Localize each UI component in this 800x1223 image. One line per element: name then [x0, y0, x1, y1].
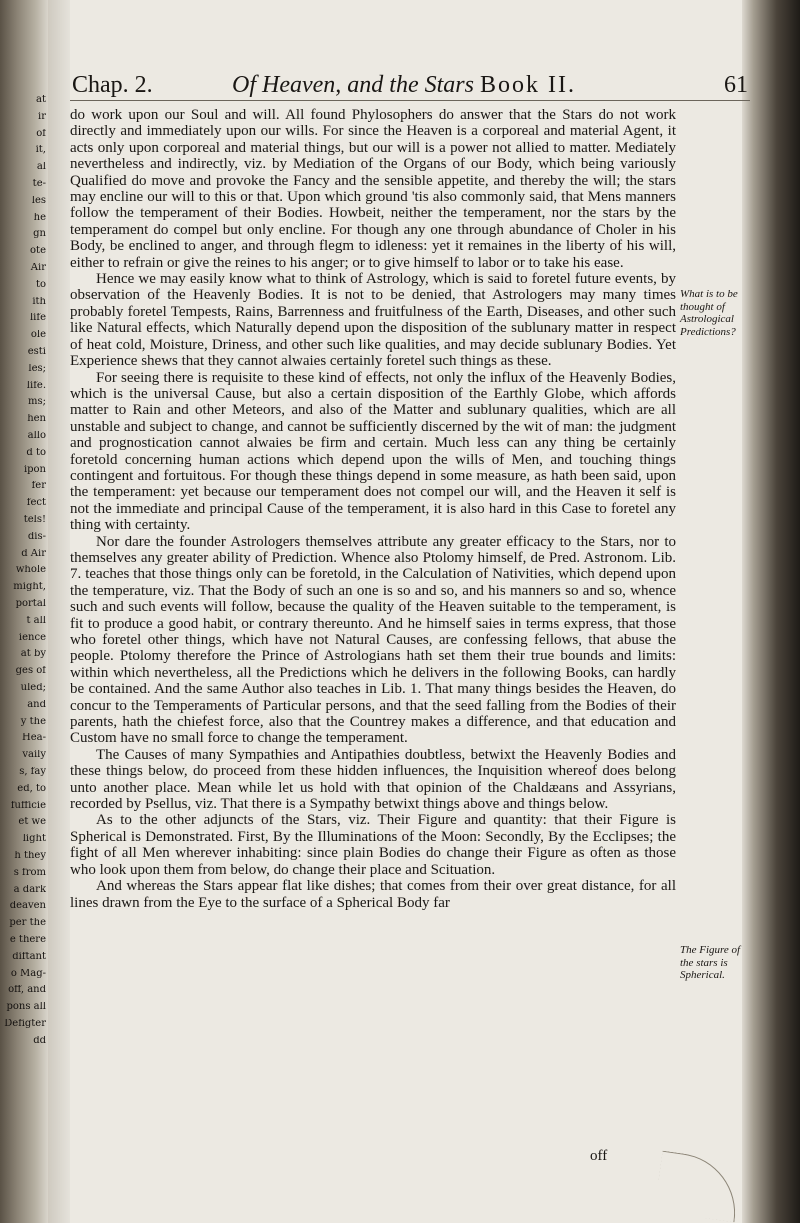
running-title: Of Heaven, and the Stars: [232, 72, 474, 98]
page-curl: [654, 1151, 743, 1223]
facing-page-fragment: ir: [38, 111, 46, 122]
facing-page-fragment: and: [27, 699, 46, 710]
facing-page-fragment: tels!: [23, 515, 46, 525]
running-header: [70, 70, 750, 101]
facing-page-fragment: les: [31, 195, 46, 206]
facing-page-fragment: of: [36, 128, 46, 139]
facing-page-fragment: ote: [30, 246, 46, 257]
facing-page-fragment: fect: [26, 498, 46, 509]
facing-page-fragment: al: [36, 162, 46, 173]
margin-note: What is to be thought of Astrological Predictions?: [680, 288, 738, 338]
facing-page-fragment: gn: [33, 229, 46, 240]
facing-page-fragment: s, fay: [19, 767, 46, 777]
body-text: [70, 107, 676, 911]
facing-page-fragment: h they: [14, 851, 46, 861]
facing-page-fragment: Hea-: [22, 733, 46, 744]
facing-page-fragment: s from: [13, 867, 46, 878]
facing-page-fragment: uled;: [20, 683, 46, 693]
facing-page-fragment: et we: [18, 817, 46, 828]
paragraph: do work upon our Soul and will. All found Phylosophers do answer that the Stars do not work directly and immediately upon our wills. For since the Heaven is a corporeal and material Agent, it acts only upon corporeal and material things, but our will is a power not allied to matter. Mediately nevertheless and indirectly, viz. by Mediation of the Organs of our Body, which being variously Qualified do move and provoke the Fancy and the sensible appetite, and thereby the will; the stars may encline our will to this or that. Upon which ground 'tis also commonly said, that Mens manners follow the temperament of their Bodies. Howbeit, neither the temperament, nor the stars by the temperament do compel but only encline. For though any one through abundance of Choler in his Body, be enclined to anger, and through flegm to idleness: yet it remaines in the liberty of his will, either to refrain or give the reines to his anger; or to give himself to labor or to take his ease.: [70, 107, 676, 271]
facing-page-fragment: a dark: [13, 884, 46, 895]
facing-page-fragment: allo: [27, 431, 46, 441]
chapter-label: Chap. 2.: [72, 72, 153, 98]
book-gutter: [48, 0, 70, 1223]
facing-page-fragment: t all: [26, 615, 46, 626]
paragraph: And whereas the Stars appear flat like dishes; that comes from their over great distance, for all lines drawn from the Eye to the surface of a Spherical Body far: [70, 878, 676, 911]
facing-page-fragment: y the: [20, 716, 46, 727]
facing-page-fragment: d to: [26, 447, 46, 458]
facing-page-fragment: te-: [32, 179, 46, 189]
facing-page-fragment: o Mag-: [10, 968, 46, 979]
paragraph: The Causes of many Sympathies and Antipathies doubtless, betwixt the Heavenly Bodies and these things below, do proceed from these hidden influences, the Inquisition whereof does belong unto another place. Mean while let us hold with that opinion of the Chaldæans and Assyrians, recorded by Psellus, viz. That there is a Sympathy betwixt things above and things below.: [70, 746, 676, 813]
facing-page-fragment: vaily: [22, 750, 46, 761]
facing-page-fragment: might,: [13, 582, 46, 593]
facing-page-fragment: ole: [30, 330, 46, 341]
facing-page-fragment: portal: [15, 599, 46, 609]
facing-page-fragment: diftant: [12, 951, 46, 962]
facing-page-fragment: ms;: [28, 397, 46, 408]
facing-page-fragment: fufficie: [10, 800, 46, 811]
facing-page-fragment: he: [33, 212, 46, 223]
facing-page-fragment: hen: [27, 414, 46, 425]
facing-page-fragment: ges of: [15, 666, 46, 677]
catchword: off: [590, 1148, 608, 1164]
facing-page-fragment: life.: [26, 380, 46, 391]
facing-page-fragment: at: [36, 95, 46, 105]
facing-page-fragment: les;: [28, 363, 46, 374]
facing-page-fragment: deaven: [9, 901, 46, 912]
book-label: Book II.: [480, 72, 576, 98]
paragraph: For seeing there is requisite to these kind of effects, not only the influx of the Heavenly Bodies, which is the universal Cause, but also a certain disposition of the Earthly Globe, which affords matter to Rain and other Meteors, and also of the Matter and sublunary qualities, which are all unstable and subject to change, and cannot be sufficiently discerned by the wit of man: the judgment and prognostication cannot alwaies be firm and certain. Much less can any thing be certainly foretold concerning human actions which depend upon the wills of Men, and touching things contingent and fortuitous. For though these things depend in some measure, as hath been said, upon the temperament: yet because our temperament does not compel our will, and the Heaven it self is not the immediate and principal Cause of the temperament, it is also hard in this Case to foretel any thing with certainty.: [70, 369, 676, 534]
facing-page-fragment: Air: [30, 263, 46, 273]
facing-page-fragment: it,: [35, 145, 46, 156]
facing-page-fragment: e there: [9, 935, 46, 945]
facing-page-fragment: d Air: [21, 548, 46, 559]
facing-page-fragment: fer: [31, 481, 46, 492]
facing-page-fragment: ience: [18, 632, 46, 643]
facing-page-fragment: whole: [15, 565, 46, 576]
facing-page-fragment: ipon: [23, 464, 46, 475]
facing-page-fragment: to: [35, 279, 46, 290]
page-number: 61: [724, 72, 748, 98]
margin-note: The Figure of the stars is Spherical.: [680, 944, 741, 981]
facing-page-fragment: pons all: [6, 1002, 46, 1013]
facing-page-fragment: Defigter: [4, 1019, 46, 1029]
facing-page-fragment: life: [29, 313, 46, 324]
facing-page-fragment: light: [22, 834, 46, 845]
facing-page-fragment: off, and: [8, 985, 46, 996]
facing-page-fragment: esti: [27, 347, 46, 357]
facing-page-fragment: ed, to: [17, 783, 46, 794]
paragraph: Hence we may easily know what to think of Astrology, which is said to foretel future events, by observation of the Heavenly Bodies. It is not to be denied, that Astrologers may many times probably foretel Tempests, Rains, Barrenness and fruitfulness of the Earth, Diseases, and other such like Natural effects, which Naturally depend upon the disposition of the sublunary matter in respect of heat cold, Moisture, Driness, and other such like qualities, and may decide sublunary Bodies. Yet Experience shews that they cannot alwaies certainly foretel such things as these.: [70, 271, 676, 370]
facing-page-fragment: dis-: [27, 531, 46, 542]
paragraph: Nor dare the founder Astrologers themselves attribute any greater efficacy to the Stars, nor to themselves any greater ability of Prediction. Whence also Ptolomy himself, de Pred. Astronom. Lib. 7. teaches that those things only can be foretold, in the Calculation of Nativities, which depend upon the temperature, viz. That the Body of such an one is so and so, and his manners so and so, whence such and such events will follow, because the quality of the Heaven suitable to the temperament, is fit to produce a good habit, or contrary thereunto. And he himself saies in terms express, that those who foretel other things, which have not Natural Causes, are confessing fellows, that abuse the people. Ptolomy therefore the Prince of Astrologians hath set them their true bounds and limits: within which nevertheless, all the Predictions which he delivers in the following Books, can hardly be contained. And the same Author also teaches in Lib. 1. That many things besides the Heaven, do concur to the Temperaments of Particular persons, and that the seed falling from the Bodies of their parents, hath the chiefest force, also that the Countrey makes a difference, and that education and Custom have no small force to change the temperament.: [70, 533, 676, 747]
adjacent-page-edge: [0, 0, 48, 1223]
book-page: [70, 70, 750, 1210]
facing-page-fragment: at by: [20, 649, 46, 660]
facing-page-fragment: per the: [9, 918, 46, 929]
paragraph: As to the other adjuncts of the Stars, viz. Their Figure and quantity: that their Figure is Spherical is Demonstrated. First, By the Illuminations of the Moon: Secondly, By the Ecclipses; the fight of all Men wherever inhabiting: since plain Bodies do change their Figure as often as those who look upon them from below, do change their place and Scituation.: [70, 812, 676, 878]
page-edge-shadow: [742, 0, 800, 1223]
facing-page-fragment: ith: [32, 296, 46, 307]
facing-page-fragment: dd: [33, 1035, 46, 1046]
